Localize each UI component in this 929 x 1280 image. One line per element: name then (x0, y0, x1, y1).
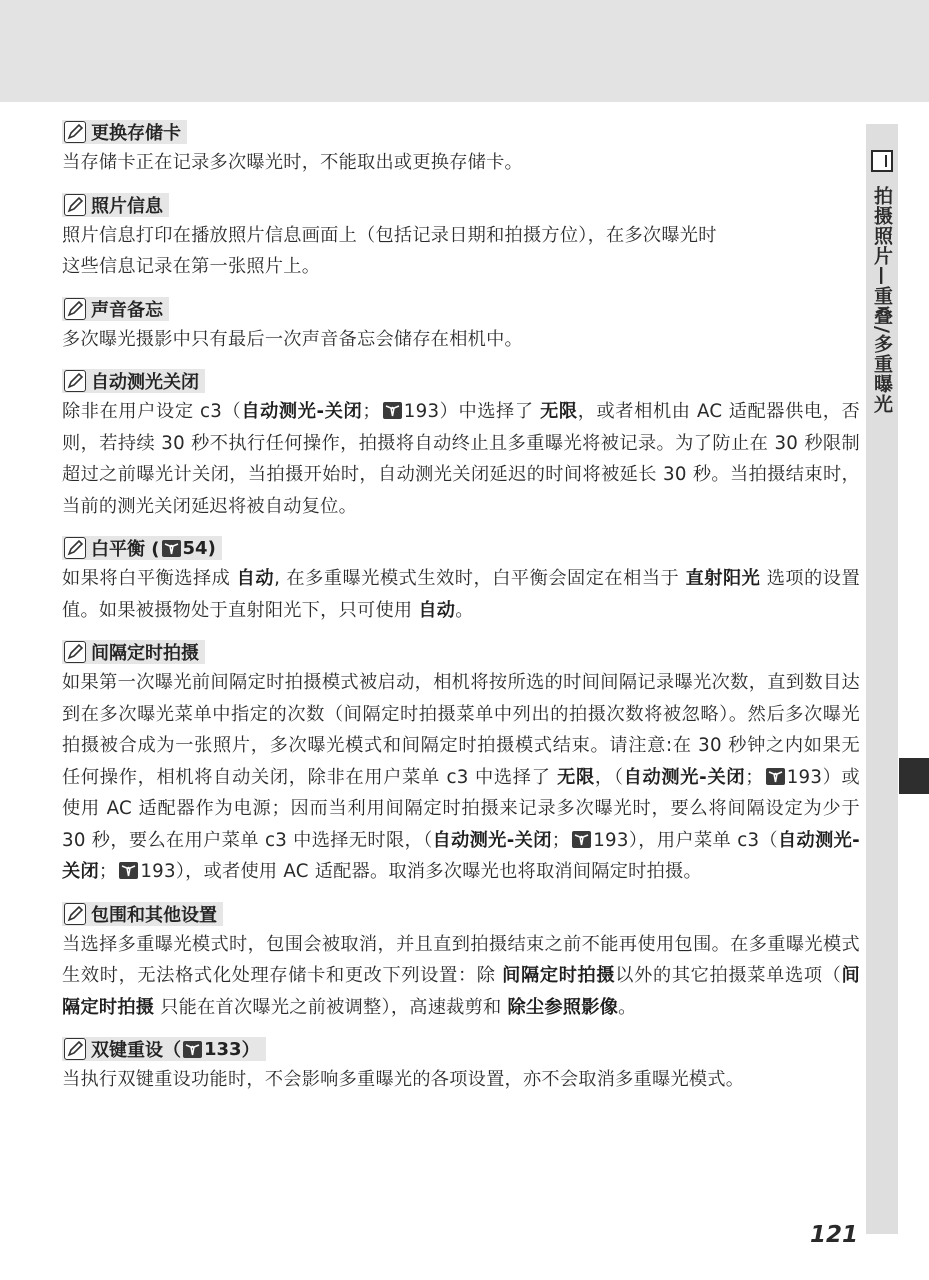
note-body: 如果将白平衡选择成 自动, 在多重曝光模式生效时，白平衡会固定在相当于 直射阳光 选项的设置值。如果被摄物处于直射阳光下，只可使用 自动。 (62, 568, 860, 621)
option-name: 除尘参照影像 (507, 996, 619, 1018)
menu-setting-name: 自动测光-关闭 (432, 829, 552, 851)
menu-setting-name: 自动测光-关闭 (623, 766, 746, 788)
chapter-tab-label: 拍摄照片—重叠/多重曝光 (871, 186, 893, 414)
pencil-note-icon (64, 903, 86, 925)
note-heading (62, 193, 169, 217)
note-heading: 双键重设（ 133 ） (62, 1037, 266, 1061)
page-reference-icon (383, 402, 402, 419)
camera-chapter-icon (871, 150, 893, 172)
note-heading-text: 自动测光关闭 (91, 372, 199, 393)
pencil-note-icon (64, 1038, 86, 1060)
note-heading-text: 间隔定时拍摄 (91, 643, 199, 664)
pencil-note-icon (64, 537, 86, 559)
page-reference-icon (162, 540, 181, 557)
menu-setting-name: 自动测光-关闭 (62, 829, 860, 882)
option-name: 间隔定时拍摄 (62, 965, 860, 1018)
note-section (62, 640, 860, 888)
page-reference-icon (183, 1041, 202, 1058)
option-name: 无限 (540, 401, 578, 422)
text-line: 照片信息打印在播放照片信息画面上（包括记录日期和拍摄方位），在多次曝光时 (62, 224, 717, 246)
option-name: 自动 (418, 599, 456, 621)
note-heading-text: 声音备忘 (91, 299, 163, 321)
pencil-note-icon (64, 298, 86, 320)
note-heading (62, 640, 205, 664)
note-heading (62, 120, 187, 144)
page-reference-icon (572, 831, 591, 848)
text-line: 当执行双键重设功能时，不会影响多重曝光的各项设置，亦不会取消多重曝光模式。 (62, 1069, 745, 1090)
page-reference-number: 193 (403, 401, 440, 422)
note-heading-text: 更换存储卡 (91, 123, 181, 144)
pencil-note-icon (64, 121, 86, 143)
text-line: 这些信息记录在第一张照片上。 (62, 256, 321, 277)
text-line: 多次曝光摄影中只有最后一次声音备忘会储存在相机中。 (62, 328, 523, 350)
option-name: 直射阳光 (685, 568, 761, 589)
page-content (62, 120, 860, 1110)
note-heading: 白平衡 ( 54 ) (62, 536, 222, 560)
note-heading (62, 369, 205, 393)
page-number: 121 (810, 1222, 859, 1248)
text-line: 当存储卡正在记录多次曝光时，不能取出或更换存储卡。 (62, 152, 523, 173)
note-section (62, 193, 860, 283)
page-reference-number: 193 (593, 829, 629, 851)
pencil-note-icon (64, 194, 86, 216)
page-reference-icon (766, 768, 785, 785)
page-reference-number: 133 (204, 1038, 242, 1060)
option-name: 间隔定时拍摄 (502, 965, 616, 986)
chapter-index-marker (899, 758, 929, 794)
note-body: 如果第一次曝光前间隔定时拍摄模式被启动，相机将按所选的时间间隔记录曝光次数，直到数目达到在多次曝光菜单中指定的次数（间隔定时拍摄菜单中列出的拍摄次数将被忽略）。然后多次曝光拍摄被合成为一张照片，多次曝光模式和间隔定时拍摄模式结束。请注意:在 30 秒钟之内如果无任何操作，相机将自动关闭，除非在用户菜单 c3 中选择了 无限，（自动测光-关闭； 193）或使用 AC 适配器作为电源；因而当利用间隔定时拍摄来记录多次曝光时，要么将间隔设定为少于 30 秒，要么在用户菜单 c3 中选择无时限，（自动测光-关闭； 193），用户菜单 c3（自动测光-关闭； 193），或者使用 AC 适配器。取消多次曝光也将取消间隔定时拍摄。 (62, 672, 860, 882)
note-heading-text: 包围和其他设置 (91, 904, 217, 926)
note-section (62, 369, 860, 522)
page-reference-number: 54 (182, 537, 208, 559)
note-section (62, 297, 860, 356)
note-heading-text: 双键重设（ (91, 1040, 181, 1061)
note-heading-text: 白平衡 ( (91, 539, 160, 560)
page-reference-number: 193 (140, 861, 176, 882)
note-body (62, 324, 860, 356)
note-body (62, 220, 860, 283)
note-body (62, 147, 860, 179)
note-body: 当选择多重曝光模式时，包围会被取消，并且直到拍摄结束之前不能再使用包围。在多重曝光模式生效时，无法格式化处理存储卡和更改下列设置：除 间隔定时拍摄以外的其它拍摄菜单选项（间隔定时拍摄 只能在首次曝光之前被调整），高速裁剪和 除尘参照影像。 (62, 933, 860, 1018)
top-header-band (0, 0, 929, 102)
note-section (62, 1037, 860, 1096)
menu-setting-name: 自动测光-关闭 (241, 401, 363, 422)
note-heading (62, 297, 169, 321)
note-heading-text: 照片信息 (91, 195, 163, 217)
note-heading (62, 902, 223, 926)
note-section (62, 536, 860, 626)
note-section (62, 902, 860, 1024)
pencil-note-icon (64, 641, 86, 663)
note-body: 除非在用户设定 c3（自动测光-关闭； 193）中选择了 无限，或者相机由 AC 适配器供电，否则，若持续 30 秒不执行任何操作，拍摄将自动终止且多重曝光将被记录。为了防止在 30 秒限制超过之前曝光计关闭，当拍摄开始时，自动测光关闭延迟的时间将被延长 30 秒。当拍摄结束时，当前的测光关闭延迟将被自动复位。 (62, 401, 860, 517)
pencil-note-icon (64, 370, 86, 392)
option-name: 自动 (236, 568, 275, 589)
page-reference-icon (119, 862, 138, 879)
option-name: 无限 (557, 766, 595, 788)
note-section (62, 120, 860, 179)
page-reference-number: 193 (786, 766, 823, 788)
note-body (62, 1064, 860, 1096)
